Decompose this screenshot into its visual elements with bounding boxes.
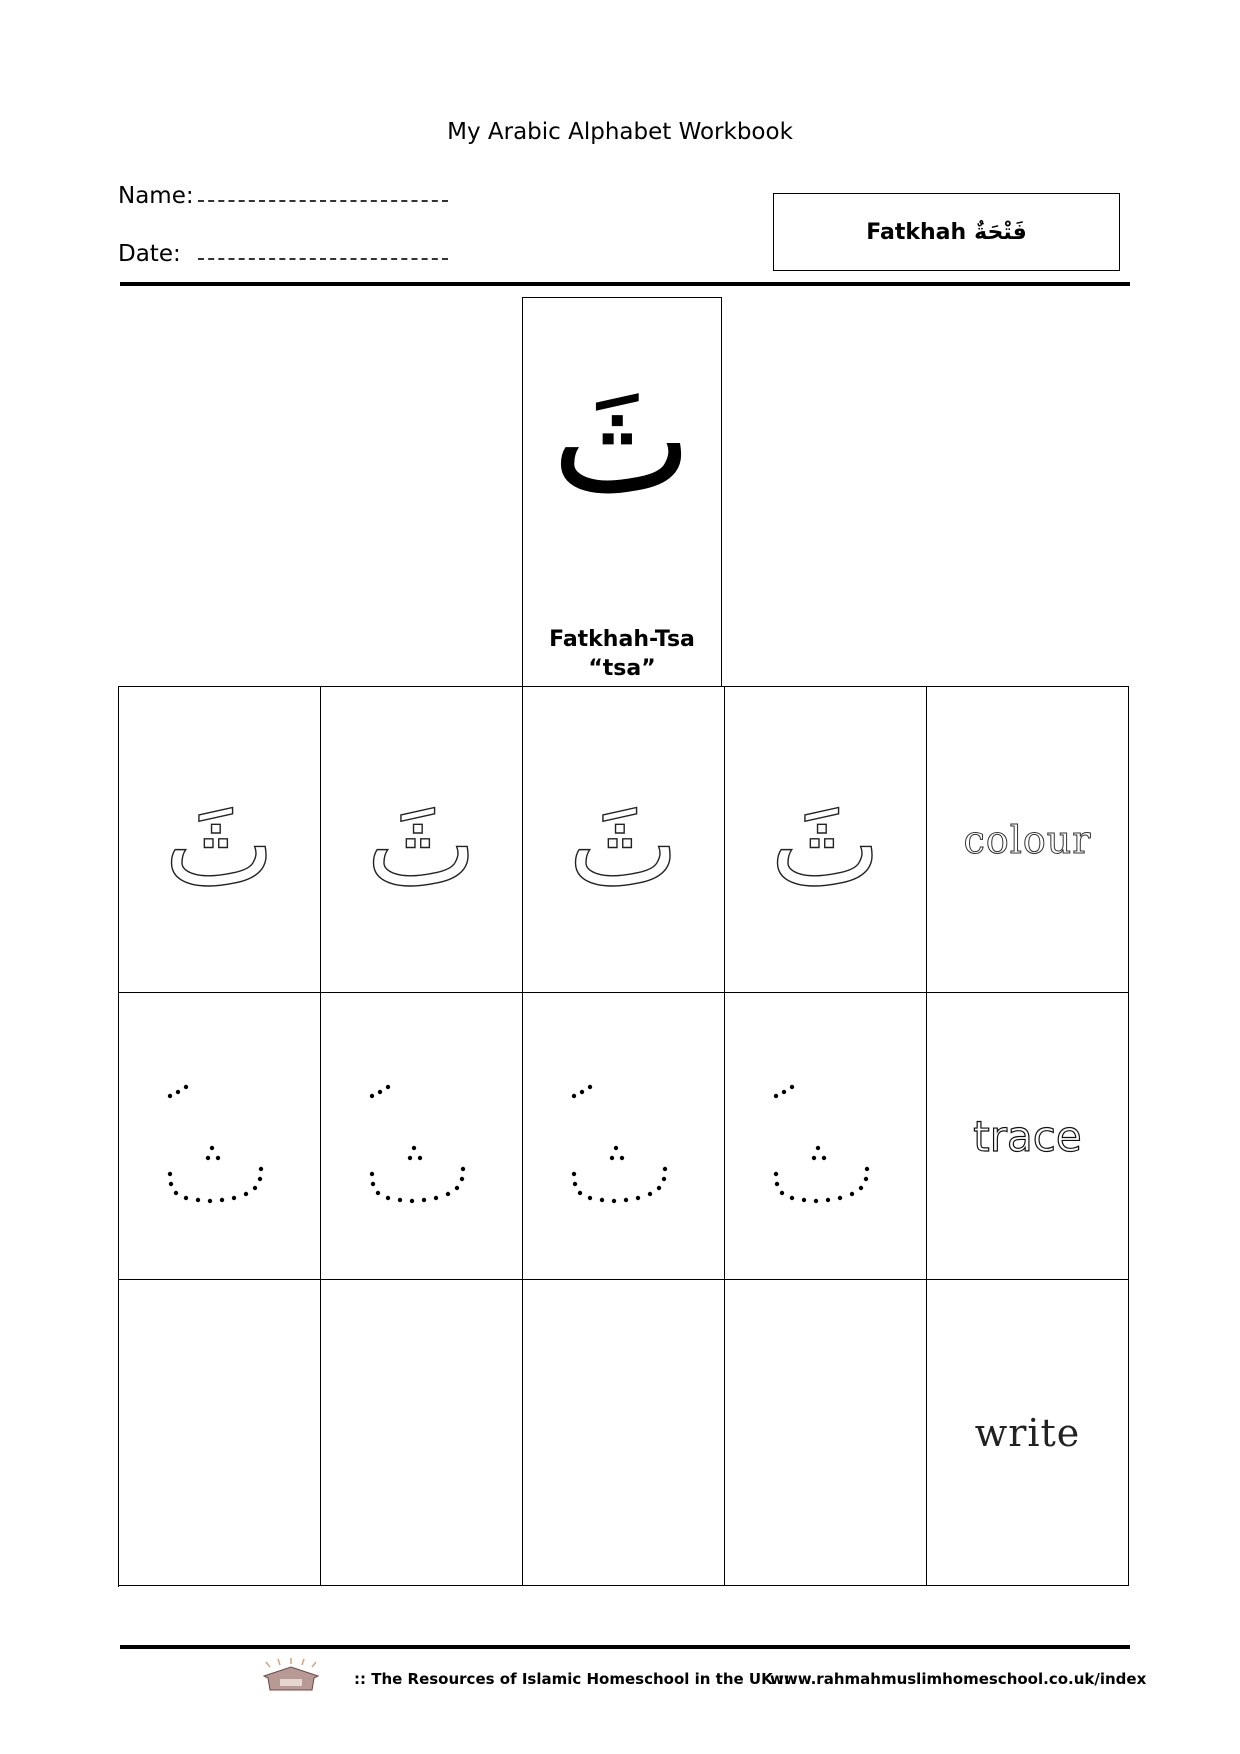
dotted-letter: [160, 1056, 280, 1216]
trace-label-cell: [927, 993, 1129, 1280]
vowel-badge: [773, 193, 1120, 271]
badge-arabic: فَتْحَةٌ: [974, 219, 1027, 245]
colour-label-cell: [927, 687, 1129, 993]
feature-sound: “tsa”: [588, 656, 656, 681]
outline-letter: ثَ: [365, 774, 478, 913]
write-cell[interactable]: [119, 1280, 321, 1586]
date-label: Date:: [118, 241, 181, 267]
feature-caption: [523, 625, 721, 683]
write-cell[interactable]: [523, 1280, 725, 1586]
date-line[interactable]: [198, 258, 448, 260]
trace-label: trace: [973, 1111, 1082, 1161]
write-cell[interactable]: [725, 1280, 927, 1586]
dotted-letter: [564, 1056, 684, 1216]
trace-cell[interactable]: [523, 993, 725, 1280]
write-label-cell: [927, 1280, 1129, 1586]
outline-letter: ثَ: [163, 774, 276, 913]
feature-letter: ثَ: [551, 354, 693, 528]
trace-cell[interactable]: [321, 993, 523, 1280]
colour-cell[interactable]: [321, 687, 523, 993]
write-cell[interactable]: [321, 1280, 523, 1586]
footer-rule: [120, 1645, 1130, 1649]
house-logo-icon: [258, 1658, 324, 1696]
name-label: Name:: [118, 183, 194, 209]
name-line[interactable]: [198, 200, 448, 202]
colour-cell[interactable]: [523, 687, 725, 993]
trace-cell[interactable]: [725, 993, 927, 1280]
feature-card: [522, 297, 722, 686]
dotted-letter: [362, 1056, 482, 1216]
outline-letter: ثَ: [567, 774, 680, 913]
page-title: My Arabic Alphabet Workbook: [447, 119, 793, 145]
write-label: write: [974, 1410, 1081, 1455]
outline-letter: ثَ: [769, 774, 882, 913]
colour-label: colour: [963, 817, 1092, 862]
dotted-letter: [766, 1056, 886, 1216]
colour-cell[interactable]: [119, 687, 321, 993]
practice-grid: [118, 686, 1129, 1587]
footer-text: :: The Resources of Islamic Homeschool in the UK ::: [354, 1670, 790, 1688]
badge-label: Fatkhah: [866, 219, 967, 245]
colour-cell[interactable]: [725, 687, 927, 993]
header-rule: [120, 282, 1130, 286]
trace-cell[interactable]: [119, 993, 321, 1280]
footer-url[interactable]: www.rahmahmuslimhomeschool.co.uk/index: [770, 1670, 1147, 1688]
feature-name: Fatkhah-Tsa: [549, 627, 695, 652]
